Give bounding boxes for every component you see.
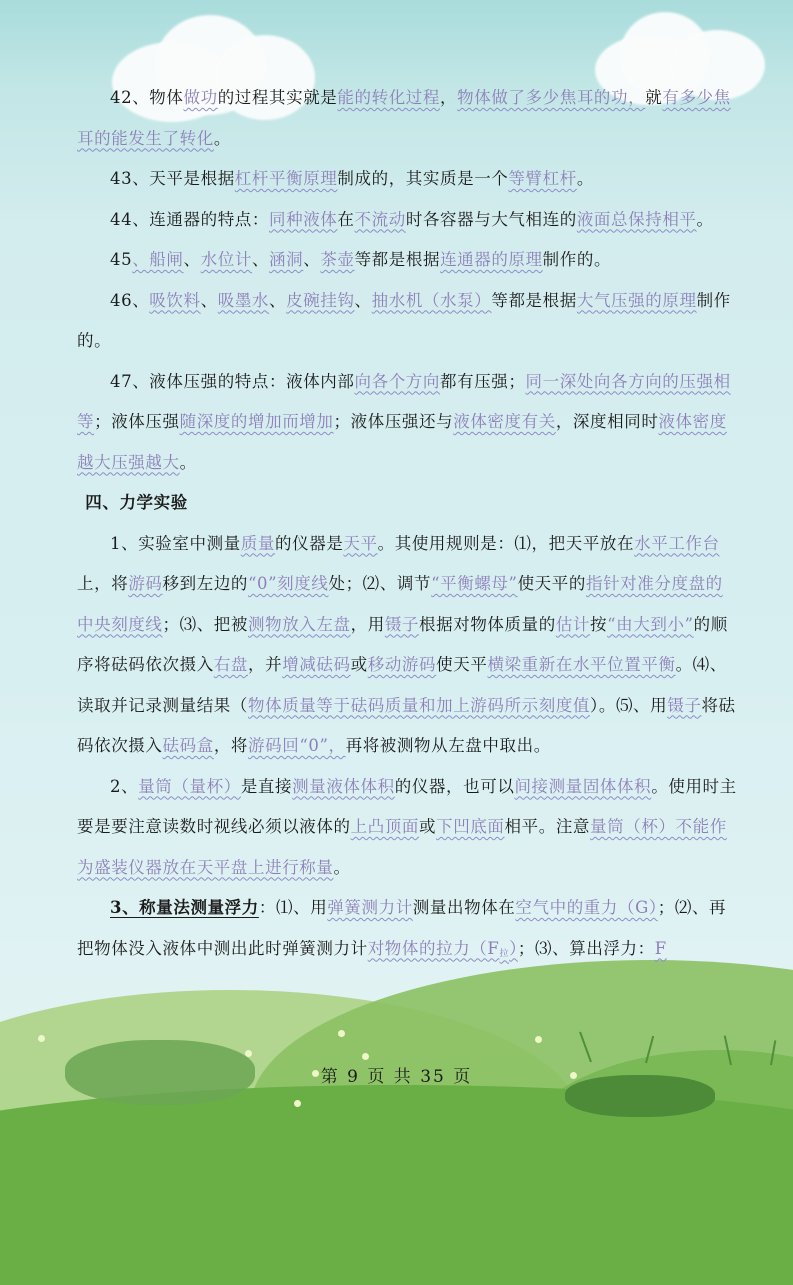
plain-text: ，用 (350, 614, 385, 634)
plain-text: 的仪器，也可以 (394, 776, 515, 796)
plain-text: 。 (213, 128, 231, 148)
highlighted-term: 同一深处向各方向的压强相等 (77, 371, 731, 431)
plain-text: 制作的。 (542, 250, 612, 269)
highlighted-term: 增减砝码 (282, 655, 351, 674)
plain-text: 移到左边的 (162, 574, 249, 593)
bold-subheading: 3、称量法测量浮力 (110, 898, 259, 917)
experiment-1 (77, 524, 737, 767)
plain-text: 的过程其实就是 (217, 88, 338, 107)
paragraph-44 (77, 200, 737, 241)
highlighted-term: 游码回“0”， (248, 736, 346, 755)
highlighted-term: 间接测量固体体积 (514, 776, 652, 796)
highlighted-term: 液体密度越大压强越大 (77, 412, 727, 472)
highlighted-term: 涵洞 (269, 250, 304, 269)
highlighted-term: 测物放入左盘 (248, 614, 351, 634)
highlighted-term: 测量液体体积 (292, 776, 395, 796)
highlighted-term: 同种液体 (269, 209, 338, 229)
plain-text: 等都是根据 (491, 290, 577, 310)
highlighted-term: 移动游码 (367, 655, 437, 674)
experiment-2 (77, 767, 737, 889)
highlighted-term: 横梁重新在水平位置平衡 (487, 655, 676, 674)
highlighted-term: 随深度的增加而增加 (179, 412, 334, 431)
highlighted-term: 空气中的重力（G） (515, 898, 658, 917)
highlighted-term: 估计 (555, 614, 591, 634)
plain-text: 45 (110, 250, 133, 269)
plain-text: 。 (179, 452, 197, 472)
plain-text: ）。⑸、用 (590, 695, 668, 715)
plain-text: 制作的。 (77, 290, 731, 350)
plain-text: 在 (337, 209, 355, 229)
highlighted-term: 上凸顶面 (350, 817, 420, 836)
plain-text: 是直接 (240, 776, 293, 796)
plain-text: ；液体压强还与 (333, 412, 454, 431)
plain-text: 、 (303, 250, 321, 269)
plain-text: 43、天平是根据 (110, 169, 235, 188)
highlighted-term: 杠杆平衡原理 (234, 169, 338, 188)
plain-text: 使天平的 (517, 574, 586, 593)
plain-text: 都有压强； (440, 371, 526, 391)
highlighted-term: 液体密度有关 (453, 412, 556, 431)
highlighted-term: 水平工作台 (634, 533, 720, 553)
plain-text: 。 (333, 857, 351, 877)
plain-text: 。使用时主要是要注意读数时视线必须以液体的 (77, 776, 737, 836)
plain-text: 或 (419, 817, 437, 836)
plain-text: 等都是根据 (354, 250, 441, 269)
section-heading: 四、力学实验 (85, 493, 188, 512)
highlighted-term: 右盘 (213, 655, 249, 674)
plain-text: ，将 (213, 736, 249, 755)
highlighted-term: 弹簧测力计 (327, 898, 413, 917)
highlighted-term: 量筒（杯）不能作为盛装仪器放在天平盘上进行称量 (77, 817, 727, 877)
highlighted-term: 对物体的拉力（F (367, 938, 500, 958)
paragraph-46 (77, 281, 737, 362)
plain-text: 根据对物体质量的 (419, 614, 556, 634)
highlighted-term: 量筒（量杯） (138, 776, 241, 796)
plain-text: 将砝码依次摄入 (77, 695, 736, 755)
highlighted-term: 物体做了多少焦耳的功， (457, 88, 646, 107)
plain-text: 2、 (110, 776, 139, 796)
highlighted-term: 游码 (128, 574, 163, 593)
plain-text: 、 (269, 290, 287, 310)
plain-text: 再将被测物从左盘中取出。 (345, 736, 551, 755)
highlighted-term: “平衡螺母” (431, 574, 518, 593)
plain-text: 。 (696, 209, 714, 229)
plain-text: 、 (251, 250, 270, 269)
highlighted-term: 质量 (240, 533, 276, 553)
plain-text: 的仪器是 (275, 533, 344, 553)
highlighted-term: 向各个方向 (354, 371, 440, 391)
plain-text: 测量出物体在 (412, 898, 516, 917)
plain-text: 就 (645, 88, 663, 107)
plain-text: 。 (576, 169, 594, 188)
highlighted-term: 天平 (343, 533, 378, 553)
plain-text: ；液体压强 (94, 412, 180, 431)
highlighted-term: 能的转化过程 (337, 88, 441, 107)
plain-text: 、 (200, 290, 218, 310)
highlighted-term: 吸饮料 (149, 290, 201, 310)
plain-text: 按 (590, 614, 608, 634)
highlighted-term: 水位计 (200, 250, 252, 269)
highlighted-term: 指针对准分度盘的中央刻度线 (77, 574, 723, 634)
highlighted-term: 镊子 (384, 614, 420, 634)
highlighted-term: 液面总保持相平 (576, 209, 697, 229)
highlighted-term: 等臂杠杆 (508, 169, 577, 188)
plain-text: 47、液体压强的特点：液体内部 (110, 371, 355, 391)
paragraph-45 (77, 240, 737, 281)
highlighted-term: 皮碗挂钩 (286, 290, 355, 310)
highlighted-term: ） (509, 938, 518, 958)
paragraph-43 (77, 159, 737, 200)
plain-text: 46、 (110, 290, 150, 310)
highlighted-term: 砝码盒 (162, 736, 214, 755)
highlighted-term: 下凹底面 (436, 817, 505, 836)
plain-text: ；⑶、算出浮力： (517, 938, 655, 958)
highlighted-term: 抽水机（水泵） (371, 290, 492, 310)
highlighted-term: 茶壶 (320, 250, 355, 269)
paragraph-42 (77, 78, 737, 159)
highlighted-term: 有多少焦耳的能发生了转化 (77, 88, 731, 148)
plain-text: 使天平 (436, 655, 488, 674)
plain-text: ；⑵、再把物体没入液体中测出此时弹簧测力计 (77, 898, 727, 958)
document-body (77, 78, 737, 974)
plain-text: 。⑷、读取并记录测量结果（ (77, 655, 727, 715)
plain-text: 处；⑵、调节 (328, 574, 432, 593)
highlighted-term: 镊子 (667, 695, 702, 715)
page-number: 第 9 页 共 35 页 (320, 1067, 473, 1087)
plain-text: 相平。注意 (504, 817, 591, 836)
highlighted-term: 不流动 (354, 209, 406, 229)
plain-text: ，深度相同时 (555, 412, 659, 431)
plain-text: 、 (354, 290, 372, 310)
plain-text: 42、物体 (110, 88, 184, 107)
plain-text: 上，将 (77, 574, 129, 593)
highlighted-term: 物体质量等于砝码质量和加上游码所示刻度值 (248, 695, 590, 715)
highlighted-term: 、船闸 (132, 250, 184, 269)
highlighted-term: 做功 (183, 88, 218, 107)
highlighted-term: 连通器的原理 (440, 250, 543, 269)
plain-text: 44、连通器的特点： (110, 209, 269, 229)
plain-text: ；⑶、把被 (162, 614, 248, 634)
plain-text: 时各容器与大气相连的 (405, 209, 577, 229)
plain-text: 制成的，其实质是一个 (337, 169, 509, 188)
plain-text: ， (440, 88, 458, 107)
highlighted-term: “由大到小” (607, 614, 694, 634)
experiment-3 (77, 888, 737, 974)
plain-text: 的顺序将砝码依次摄入 (77, 614, 728, 674)
highlighted-term: 大气压强的原理 (576, 290, 697, 310)
plain-text: 、 (183, 250, 201, 269)
plain-text: ，并 (248, 655, 283, 674)
plain-text: 1、实验室中测量 (110, 533, 241, 553)
highlighted-term: “0”刻度线 (248, 574, 329, 593)
plain-text: 或 (350, 655, 368, 674)
plain-text: ：⑴、用 (258, 898, 328, 917)
paragraph-47 (77, 362, 737, 484)
highlighted-term: F (654, 938, 667, 958)
highlighted-term: 拉 (499, 948, 510, 959)
plain-text: 。其使用规则是：⑴，把天平放在 (377, 533, 635, 553)
highlighted-term: 吸墨水 (217, 290, 270, 310)
